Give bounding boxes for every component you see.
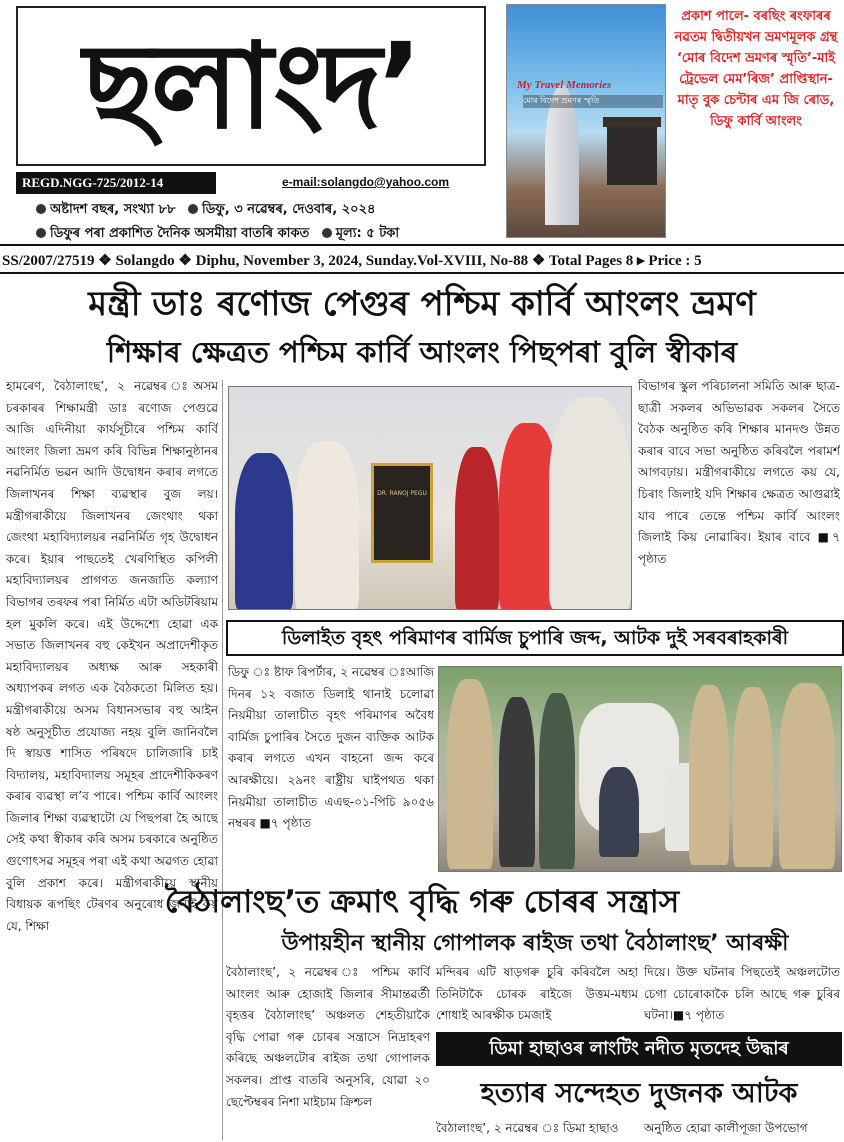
story2-body: ডিফু ঃ ষ্টাফ ৰিপৰ্টাৰ, ২ নৱেম্বৰ ঃআজি দিনৰ ১২ বজাত ডিলাই থানাই চলোৱা নিয়মীয়া তালাচীত বৃহৎ পৰিমাণৰ অবৈধ বাৰ্মিজ চুপাৰিৰ সৈতে দুজন ব্যক্তিক আটক কৰাৰ লগতে এখন বাহনো জব্দ কৰে আৰক্ষীয়ে। ২৯নং ৰাষ্ট্ৰীয় ঘাইপথত থকা নিয়মীয়া তালাচীত এএছ-০১-পিচি ৯০৫৬ নম্বৰৰ ■৭ পৃষ্ঠাত [228, 665, 434, 831]
person-figure [539, 693, 575, 869]
story4-column-2: অনুষ্ঠিত হোৱা কালীপূজা উপভোগ [644, 1121, 808, 1135]
person-figure [499, 697, 535, 867]
book-title: My Travel Memories [517, 79, 612, 91]
bullet-icon [36, 204, 46, 214]
person-figure [689, 685, 729, 865]
issue-line [36, 200, 376, 221]
email-link[interactable]: e-mail:solangdo@yahoo.com [282, 175, 450, 189]
story4-column-1: বৈঠালাংছ’, ২ নৱেম্বৰ ঃ ডিমা হাছাও [436, 1121, 619, 1135]
publication-line [36, 224, 399, 245]
issue-date: ডিফু, ৩ নৱেম্বৰ, দেওবাৰ, ২০২৪ [201, 202, 376, 217]
story1-right-column: বিভাগৰ স্কুল পৰিচালনা সমিতি আৰু ছাত্ৰ-ছাত্ৰী সকলৰ অভিভাৱক সকলৰ সৈতে বৈঠক অনুষ্ঠিত কৰি শিক্ষাৰ মানদণ্ড উন্নত কৰাৰ বাবে সভা অনুষ্ঠিত কৰিবলৈ পৰামৰ্শ আগবঢ়ায়। মন্ত্ৰীগৰাকীয়ে লগতে কয় যে, চিৰাং জিলাই যদি শিক্ষাৰ ক্ষেত্ৰত আগুৱাই যাব পাৰে তেন্তে পশ্চিম কাৰ্বি আংলং জিলাই কিয় নোৱাৰিব। ইয়াৰ বাবে ■৭ পৃষ্ঠাত [638, 379, 840, 566]
registration-number: REGD.NGG-725/2012-14 [16, 172, 216, 194]
story1-subhead: শিক্ষাৰ ক্ষেত্ৰত পশ্চিম কাৰ্বি আংলং পিছপৰা বুলি স্বীকাৰ [106, 335, 738, 369]
person-figure [295, 441, 359, 610]
person-figure [455, 447, 499, 610]
story3-column-2: মন্দিৰৰ এটি ষাড়গৰু চুৰি কৰিবলৈ অহা তিনিটাকৈ চোৰক ৰাইজে উত্তম-মধ্যম শোধাই আৰক্ষীক চমজাই [436, 965, 638, 1023]
logo-text: ছলাংদ’ [83, 17, 419, 155]
bullet-icon [36, 228, 46, 238]
person-figure [549, 397, 631, 610]
person-figure [733, 687, 773, 867]
person-figure [447, 679, 493, 869]
plaque: DR. RANOJ PEGU [371, 463, 433, 563]
person-figure [779, 683, 835, 869]
minister-photo [228, 386, 632, 610]
bullet-icon [188, 204, 198, 214]
book-cover-image [506, 4, 666, 238]
pagoda-shape [607, 125, 657, 185]
story1-headline: মন্ত্ৰী ডাঃ ৰণোজ পেগুৰ পশ্চিম কাৰ্বি আংলং ভ্ৰমণ [88, 284, 756, 324]
story1-left-column: হামৰেণ, বৈঠালাংছ’, ২ নৱেম্বৰ ঃঅসম চৰকাৰৰ শিক্ষামন্ত্ৰী ডাঃ ৰণোজ পেগুৱে আজি এদিনীয়া কাৰ্যসূচীৰে পশ্চিম কাৰ্বি আংলং জিলা ভ্ৰমণ কৰি বিভিন্ন শিক্ষানুষ্ঠানৰ নৱনিৰ্মিত ভৱন আদি উদ্বোধন কৰাৰ লগতে জিলাখনৰ শিক্ষা ব্যৱস্থাৰ বুজ লয়। মন্ত্ৰীগৰাকীয়ে জিলাখনৰ জেংথাং থকা জেংথা মহাবিদ্যালয়ৰ নৱনিৰ্মিত গৃহ উদ্বোধন কৰে। ইয়াৰ পাছতেই খেৰণিস্থিত কপিলী মহাবিদ্যালয়ৰ প্ৰাগণত জনজাতি কল্যাণ বিভাগৰ তৰফৰ পৰা নিৰ্মিত এটা অডিটৰিয়াম হল মুকলি কৰে। এই উদ্দেশ্যে হোৱা এক সভাত জিলাখনৰ বহু কেইখন অপ্ৰাদেশীকৃত মহাবিদ্যালয়ৰ অধ্যক্ষ আৰু সহকাৰী অধ্যাপকৰ লগত এক বৈঠকতো মিলিত হয়। মন্ত্ৰীগৰাকীয়ে অসম বিধানসভাৰ বহু আইন ষষ্ঠ অনুসূচীত প্ৰযোজ্য নহয় বুলি জানিবলৈ দি স্বায়ত্ত শাসিত পৰিষদে চালিজাৰি চাই বিদ্যালয়, মহাবিদ্যালয় সমূহৰ প্ৰাদেশীকিকৰণ কৰাৰ ব্যৱস্থা ল’ব পাৰে। পশ্চিম কাৰ্বি আংলং জিলাৰ শিক্ষা ব্যৱস্থাটো যে পিছপৰা হৈ আছে সেই কথা স্বীকাৰ কৰি অসম চৰকাৰে অনুষ্ঠিত গুণোৎসৱ সমূহৰ পৰা এই কথা অৱগত হোৱা বুলি প্ৰকাশ কৰে। মন্ত্ৰীগৰাকীয়ে স্থানীয় বিধায়ক ৰূপছিং টেৰণৰ অনুৰোধ জনাই কয় যে, শিক্ষা [6, 379, 218, 933]
story3-column-3: দিয়ে। উক্ত ঘটনাৰ পিছতেই অঞ্চলটোত চেগা চোৰোকাকৈ চলি আছে গৰু চুৰিৰ ঘটনা।■৭ পৃষ্ঠাত [644, 965, 840, 1023]
bullet-icon [322, 228, 332, 238]
publication-info: ডিফুৰ পৰা প্ৰকাশিত দৈনিক অসমীয়া বাতৰি কাকত [50, 226, 310, 241]
person-figure [235, 453, 293, 610]
pagoda-roof-shape [603, 117, 661, 127]
dateline-banner: SS/2007/27519 ❖ Solangdo ❖ Diphu, November 3, 2024, Sunday.Vol-XVIII, No-88 ❖ Total Pages 8 ▸ Price : 5 [0, 244, 844, 274]
story3-column-1: বৈঠালাংছ’, ২ নৱেম্বৰ ঃ পশ্চিম কাৰ্বি আংলং আৰু হোজাই জিলাৰ সীমান্তৱৰ্তী বৃহত্তৰ বৈঠালাংছ’ অঞ্চলত শেহতীয়াকৈ বৃদ্ধি পোৱা গৰু চোৰৰ সন্ত্ৰাসে নিদ্ৰাহৰণ কৰিছে অঞ্চলটোৰ ৰাইজ তথা গোপালক সকলৰ। প্ৰাপ্ত বাতৰি অনুসৰি, যোৱা ২০ ছেপ্টেম্বৰৰ নিশা মাইচাম ক্ৰিশ্চল [226, 965, 430, 1109]
price-info: মূল্য: ৫ টকা [335, 226, 400, 241]
column-divider [222, 380, 223, 1140]
story4-headline: ডিমা হাছাওৰ লাংটিং নদীত মৃতদেহ উদ্ধাৰ [436, 1032, 842, 1066]
issue-number: অষ্টাদশ বছৰ, সংখ্যা ৮৮ [50, 202, 176, 217]
story2-headline: ডিলাইত বৃহৎ পৰিমাণৰ বাৰ্মিজ চুপাৰি জব্দ, আটক দুই সৰবৰাহকাৰী [226, 620, 844, 656]
person-figure [599, 767, 639, 857]
story4-subhead: হত্যাৰ সন্দেহত দুজনক আটক [480, 1078, 798, 1109]
book-subtitle: মোৰ বিদেশ ভ্ৰমণৰ স্মৃতি [523, 95, 663, 108]
seizure-photo [438, 666, 842, 872]
masthead-logo [16, 6, 486, 166]
story3-headline: বৈঠালাংছ’ত ক্ৰমাৎ বৃদ্ধি গৰু চোৰৰ সন্ত্ৰাস [164, 884, 680, 920]
story3-subhead: উপায়হীন স্থানীয় গোপালক ৰাইজ তথা বৈঠালাংছ’ আৰক্ষী [281, 931, 789, 956]
advert-text: প্ৰকাশ পালে- বৰছিং ৰংফাৰৰ নৱতম দ্বিতীয়খন ভ্ৰমণমূলক গ্ৰন্থ ‘মোৰ বিদেশ ভ্ৰমণৰ স্মৃতি’-মাই ট্ৰেভেল মেম’ৰিজ’ প্ৰাপ্তিস্থান- মাতৃ বুক চেন্টাৰ এম জি ৰোড, ডিফু কাৰ্বি আংলং [674, 9, 838, 129]
